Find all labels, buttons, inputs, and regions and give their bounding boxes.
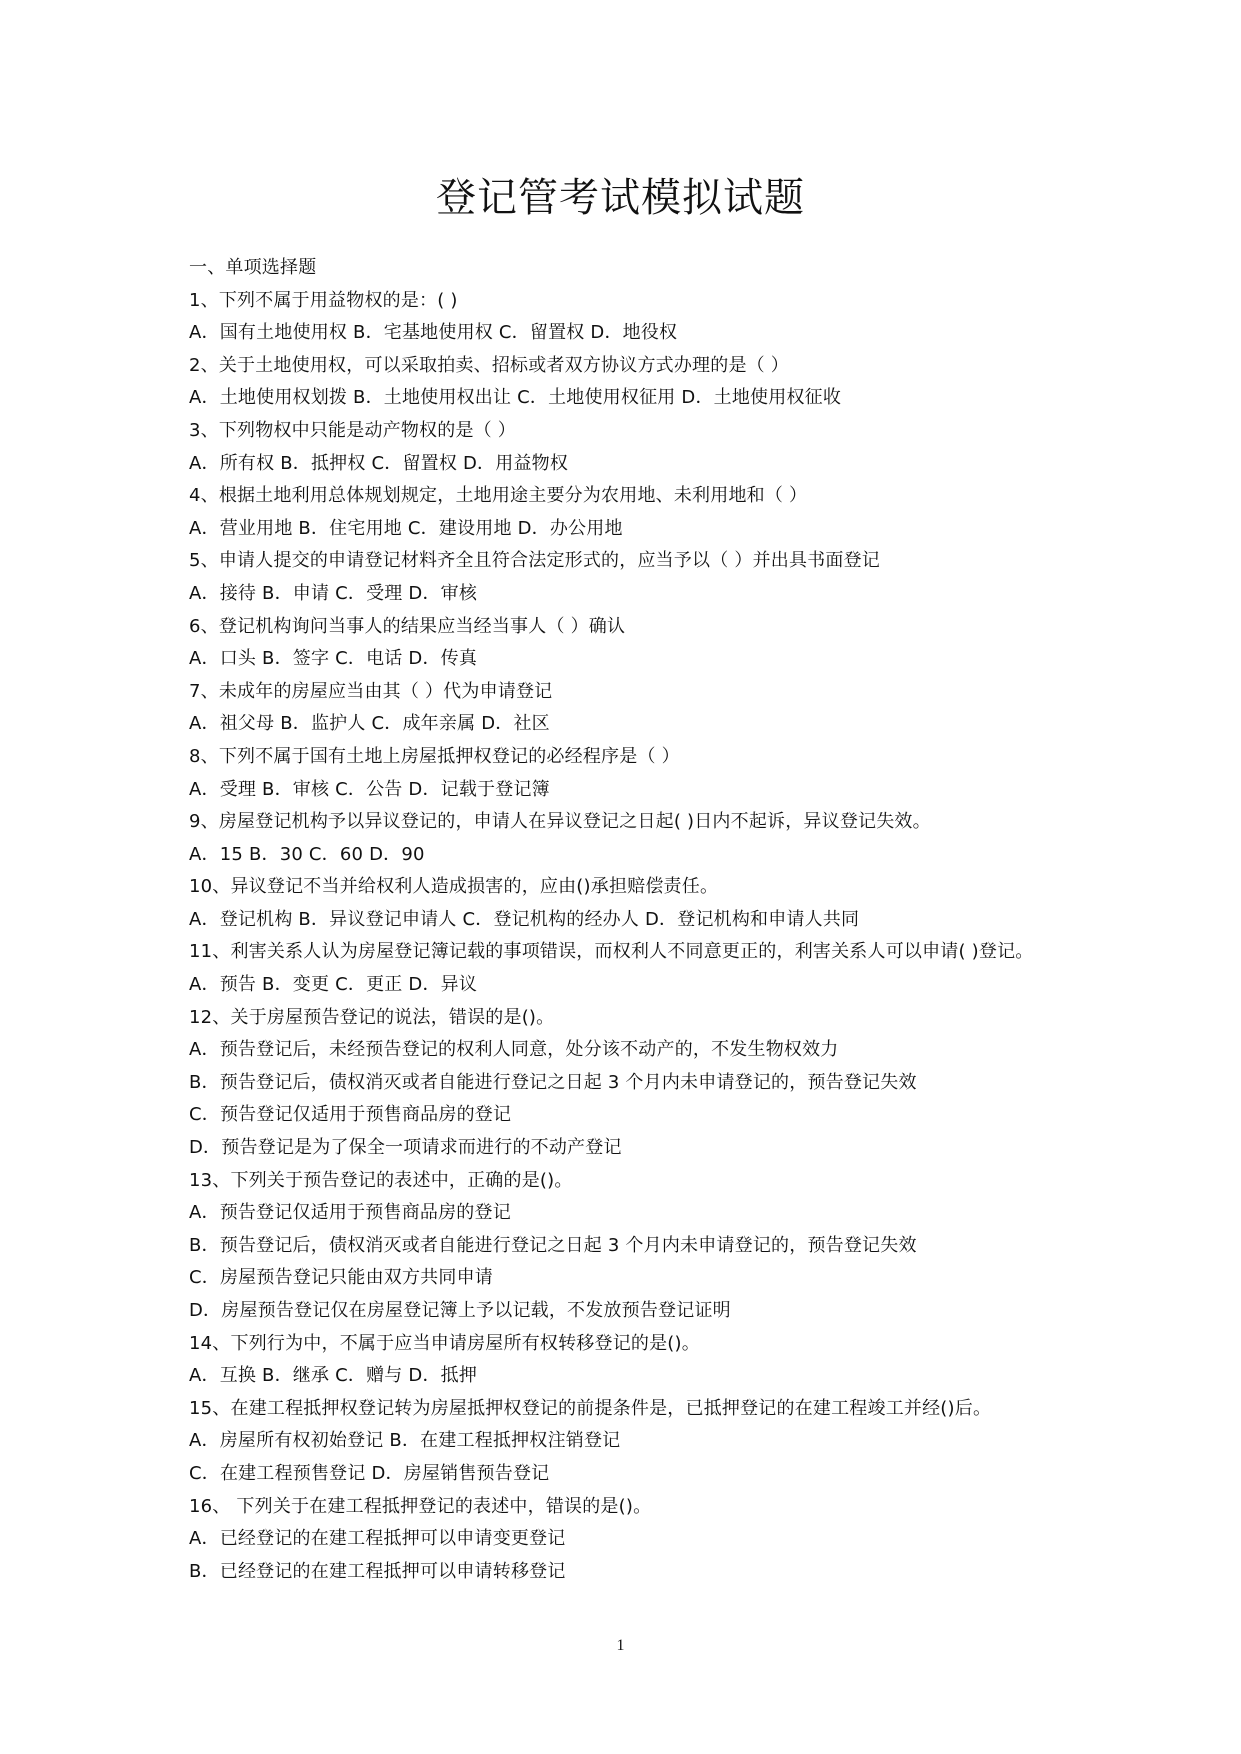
option-12b: B．预告登记后，债权消灭或者自能进行登记之日起 3 个月内未申请登记的，预告登记失效 [189,1071,917,1093]
options-14: A．互换 B．继承 C．赠与 D．抵押 [189,1365,478,1387]
options-3: A．所有权 B．抵押权 C．留置权 D．用益物权 [189,452,569,474]
option-16b: B．已经登记的在建工程抵押可以申请转移登记 [189,1560,566,1582]
question-7: 7、未成年的房屋应当由其（ ）代为申请登记 [189,680,553,702]
option-12a: A．预告登记后，未经预告登记的权利人同意，处分该不动产的，不发生物权效力 [189,1039,839,1061]
question-5: 5、申请人提交的申请登记材料齐全且符合法定形式的，应当予以（ ）并出具书面登记 [189,550,880,572]
options-15ab: A．房屋所有权初始登记 B．在建工程抵押权注销登记 [189,1430,621,1452]
options-10: A．登记机构 B．异议登记申请人 C．登记机构的经办人 D．登记机构和申请人共同 [189,908,860,930]
document-title: 登记管考试模拟试题 [436,175,805,221]
options-4: A．营业用地 B．住宅用地 C．建设用地 D．办公用地 [189,517,623,539]
question-15: 15、在建工程抵押权登记转为房屋抵押权登记的前提条件是，已抵押登记的在建工程竣工并经()后。 [189,1397,992,1419]
question-4: 4、根据土地利用总体规划规定，土地用途主要分为农用地、未利用地和（ ） [189,485,808,507]
question-8: 8、下列不属于国有土地上房屋抵押权登记的必经程序是（ ） [189,745,680,767]
question-16: 16、 下列关于在建工程抵押登记的表述中，错误的是()。 [189,1495,652,1517]
question-9: 9、房屋登记机构予以异议登记的，申请人在异议登记之日起( )日内不起诉，异议登记失效。 [189,811,931,833]
option-13b: B．预告登记后，债权消灭或者自能进行登记之日起 3 个月内未申请登记的，预告登记失效 [189,1234,917,1256]
options-6: A．口头 B．签字 C．电话 D．传真 [189,648,478,670]
question-3: 3、下列物权中只能是动产物权的是（ ） [189,419,516,441]
section-heading: 一、单项选择题 [189,257,317,278]
option-12d: D．预告登记是为了保全一项请求而进行的不动产登记 [189,1137,622,1159]
question-6: 6、登记机构询问当事人的结果应当经当事人（ ）确认 [189,615,626,637]
question-11: 11、利害关系人认为房屋登记簿记载的事项错误，而权利人不同意更正的，利害关系人可以申请( )登记。 [189,941,1034,963]
options-9: A．15 B．30 C．60 D．90 [189,843,425,865]
options-11: A．预告 B．变更 C．更正 D．异议 [189,974,478,996]
options-2: A．土地使用权划拨 B．土地使用权出让 C．土地使用权征用 D．土地使用权征收 [189,387,842,409]
options-15cd: C．在建工程预售登记 D．房屋销售预告登记 [189,1462,550,1484]
question-list [189,252,1189,1588]
question-2: 2、关于土地使用权，可以采取拍卖、招标或者双方协议方式办理的是（ ） [189,354,789,376]
options-1: A．国有土地使用权 B．宅基地使用权 C．留置权 D．地役权 [189,322,678,344]
option-12c: C．预告登记仅适用于预售商品房的登记 [189,1104,512,1126]
page-number: 1 [616,1637,625,1654]
option-13c: C．房屋预告登记只能由双方共同申请 [189,1267,493,1289]
question-10: 10、异议登记不当并给权利人造成损害的，应由()承担赔偿责任。 [189,876,719,898]
option-13d: D．房屋预告登记仅在房屋登记簿上予以记载，不发放预告登记证明 [189,1300,731,1321]
options-5: A．接待 B．申请 C．受理 D．审核 [189,582,478,604]
question-12: 12、关于房屋预告登记的说法，错误的是()。 [189,1006,555,1028]
question-13: 13、下列关于预告登记的表述中，正确的是()。 [189,1169,573,1191]
options-8: A．受理 B．审核 C．公告 D．记载于登记簿 [189,778,550,800]
options-7: A．祖父母 B．监护人 C．成年亲属 D．社区 [189,713,550,735]
option-16a: A．已经登记的在建工程抵押可以申请变更登记 [189,1528,566,1550]
question-1: 1、下列不属于用益物权的是：( ) [189,289,458,311]
question-14: 14、下列行为中，不属于应当申请房屋所有权转移登记的是()。 [189,1332,700,1354]
option-13a: A．预告登记仅适用于预售商品房的登记 [189,1202,511,1224]
